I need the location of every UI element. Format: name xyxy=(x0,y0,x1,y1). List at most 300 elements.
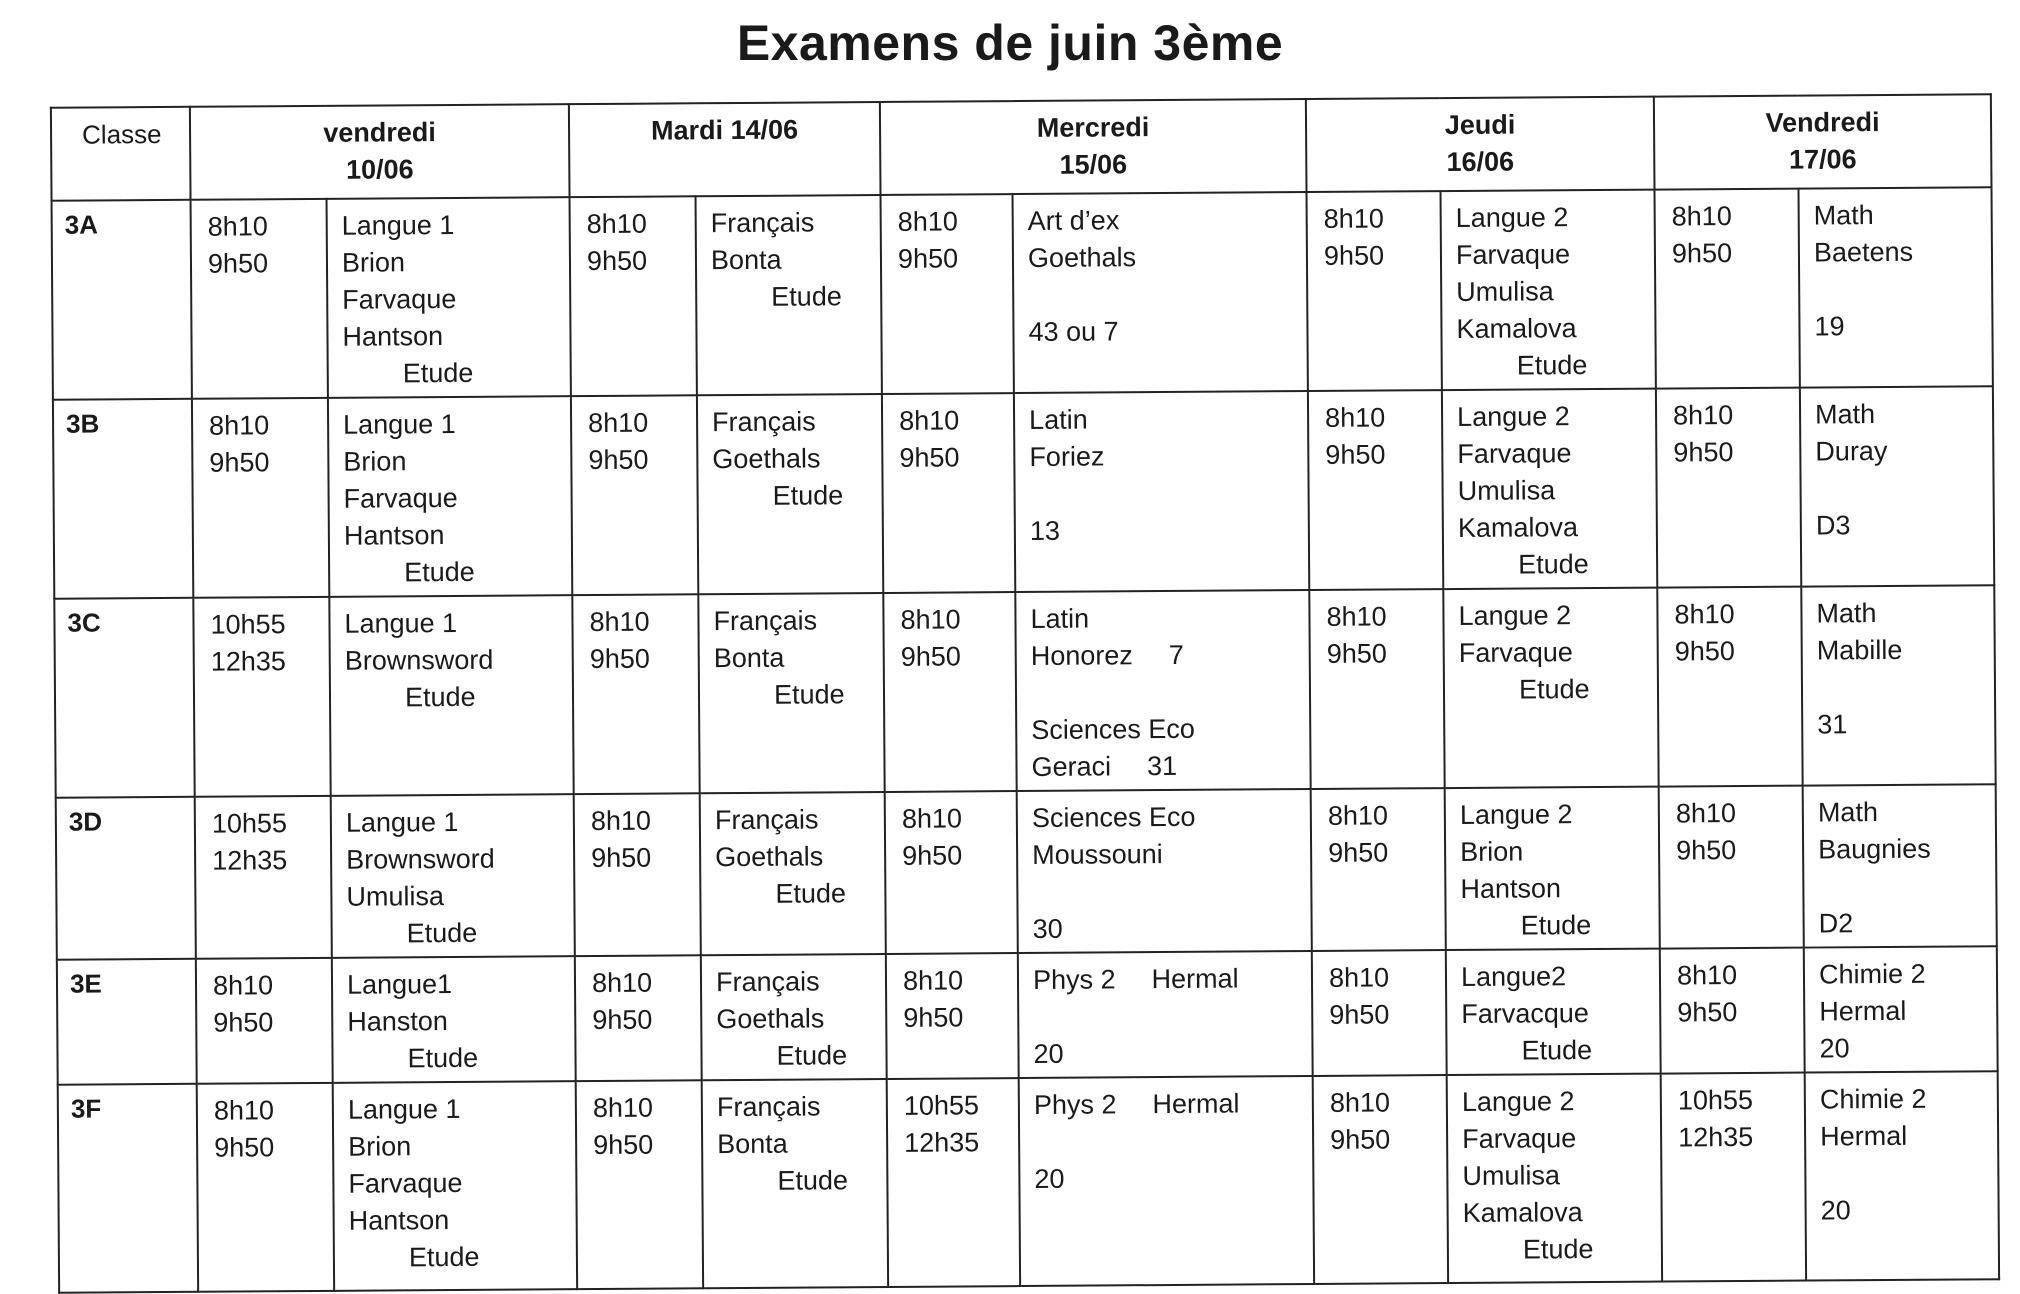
exam-time: 9h50 xyxy=(213,1007,274,1038)
exam-time: 9h50 xyxy=(1323,240,1385,271)
exam-subject-line xyxy=(1028,312,1306,351)
exam-time: 8h10 xyxy=(590,805,652,837)
exam-subject-text: Farvaque xyxy=(343,482,458,514)
exam-time: 9h50 xyxy=(1671,238,1733,269)
exam-time-cell xyxy=(1660,948,1805,1074)
class-label: 3C xyxy=(54,598,194,798)
exam-time-cell xyxy=(1308,390,1443,590)
etude-label: Etude xyxy=(1520,910,1592,941)
exam-subject-text: Duray xyxy=(1815,435,1888,467)
exam-schedule-table xyxy=(50,93,2000,1294)
exam-subject-text: Hermal xyxy=(1820,1120,1908,1152)
header-day xyxy=(880,99,1307,195)
exam-subject-line xyxy=(1461,958,1659,996)
exam-subject-line xyxy=(1033,960,1311,999)
exam-subject-text: Langue 1 xyxy=(347,1093,461,1125)
exam-subject-line xyxy=(346,803,573,842)
exam-time: 8h10 xyxy=(588,407,649,439)
exam-subject-line xyxy=(1033,1034,1311,1073)
exam-time-cell xyxy=(1657,587,1802,787)
exam-time-cell xyxy=(570,196,697,396)
day-name: vendredi xyxy=(323,117,436,148)
exam-subject-text: Langue 2 xyxy=(1455,202,1569,233)
exam-subject-text: Baugnies xyxy=(1818,833,1931,865)
class-label: 3D xyxy=(56,797,196,960)
exam-time: 8h10 xyxy=(586,208,647,240)
day-name: Mercredi xyxy=(1036,112,1150,143)
exam-subject-cell xyxy=(1801,585,1995,785)
exam-subject-text: Langue 2 xyxy=(1459,799,1573,830)
exam-time: 9h50 xyxy=(589,643,650,675)
exam-subject-text: Math xyxy=(1814,399,1876,430)
exam-subject-line xyxy=(342,206,569,245)
exam-subject-text: Français xyxy=(713,605,818,637)
exam-time: 8h10 xyxy=(1326,601,1387,632)
etude-label: Etude xyxy=(1518,549,1589,580)
exam-subject-text: Latin xyxy=(1030,603,1090,634)
exam-subject-text: Foriez xyxy=(1029,441,1105,472)
exam-time: 9h50 xyxy=(593,1129,654,1161)
exam-subject-line xyxy=(1814,233,1991,271)
exam-subject-line xyxy=(1820,1117,1997,1155)
exam-time: 10h55 xyxy=(210,609,286,640)
exam-subject-line xyxy=(1030,599,1308,638)
exam-subject-text: Brownsword xyxy=(346,843,495,875)
exam-subject-cell xyxy=(329,595,573,796)
exam-subject-text: Langue 2 xyxy=(1458,600,1572,631)
exam-subject-line xyxy=(1456,199,1654,237)
table-row xyxy=(53,386,1994,599)
exam-time-cell xyxy=(574,793,701,956)
exam-time-cell xyxy=(196,958,333,1084)
exam-time-cell xyxy=(191,199,328,399)
exam-time-cell xyxy=(1312,950,1447,1076)
exam-subject-line xyxy=(1820,1154,1997,1192)
exam-subject-line xyxy=(1032,798,1310,837)
exam-subject-line xyxy=(1462,1157,1660,1195)
exam-time-cell xyxy=(1311,788,1446,951)
exam-time: 9h50 xyxy=(588,444,649,476)
exam-subject-text: Farvaque xyxy=(342,283,457,315)
etude-label: Etude xyxy=(402,357,474,389)
exam-subject-cell xyxy=(1800,386,1994,586)
etude-label: Etude xyxy=(1521,1035,1593,1066)
exam-subject-text: Mabille xyxy=(1816,634,1903,666)
exam-subject-line xyxy=(1028,275,1306,314)
exam-time: 8h10 xyxy=(1323,203,1384,234)
exam-time: 8h10 xyxy=(897,206,958,237)
exam-subject-text: Brion xyxy=(343,446,407,477)
exam-time: 9h50 xyxy=(903,1002,964,1033)
exam-time-cell xyxy=(882,393,1015,593)
day-date: 17/06 xyxy=(1788,144,1857,175)
exam-time-cell xyxy=(881,194,1014,394)
exam-time: 9h50 xyxy=(591,842,652,874)
exam-subject-line xyxy=(1460,870,1658,908)
exam-subject-cell xyxy=(328,396,572,597)
exam-subject-text: 43 ou 7 xyxy=(1028,316,1119,347)
exam-subject-line xyxy=(1821,1191,1998,1229)
exam-subject-text: Farvaque xyxy=(1457,438,1572,469)
exam-subject-line xyxy=(1034,1159,1312,1198)
exam-subject-line xyxy=(348,1090,575,1129)
exam-subject-line xyxy=(1460,796,1658,834)
exam-time: 8h10 xyxy=(900,604,961,635)
exam-subject-text: Brion xyxy=(341,247,406,278)
exam-subject-cell xyxy=(332,956,576,1083)
exam-subject-text: Farvaque xyxy=(1455,239,1571,270)
exam-subject-text: Goethals xyxy=(715,841,824,873)
exam-time-cell xyxy=(1655,189,1800,389)
exam-subject-line xyxy=(1814,196,1991,234)
exam-subject-line xyxy=(1817,705,1994,743)
exam-subject-cell xyxy=(1441,190,1656,390)
table-row xyxy=(52,187,1993,400)
exam-subject-line xyxy=(712,440,881,478)
exam-subject-text: Langue 1 xyxy=(345,806,459,838)
exam-time: 8h10 xyxy=(589,606,650,638)
exam-time-cell xyxy=(197,1083,334,1292)
exam-time: 9h50 xyxy=(1673,437,1734,468)
etude-label: Etude xyxy=(404,681,476,713)
exam-subject-line xyxy=(349,1201,576,1240)
exam-subject-line xyxy=(1028,201,1306,240)
exam-subject-text: D2 xyxy=(1818,908,1854,939)
exam-subject-text: Brion xyxy=(1460,836,1524,867)
exam-subject-text: Français xyxy=(712,406,816,438)
exam-room-note: 31 xyxy=(1146,750,1178,782)
exam-subject-line xyxy=(1815,432,1992,470)
exam-subject-text: D3 xyxy=(1815,510,1851,541)
exam-subject-line xyxy=(343,479,570,518)
exam-time-cell xyxy=(1307,191,1442,391)
exam-subject-line xyxy=(1031,710,1309,749)
day-name: Jeudi xyxy=(1444,109,1516,141)
exam-subject-line xyxy=(1460,833,1658,871)
exam-subject-cell xyxy=(333,1081,577,1291)
exam-subject-text: 20 xyxy=(1820,1195,1851,1226)
exam-subject-cell xyxy=(327,197,571,398)
exam-subject-line xyxy=(1032,835,1310,874)
exam-subject-line xyxy=(712,403,881,441)
exam-subject-cell xyxy=(1017,789,1312,953)
exam-subject-line xyxy=(1032,872,1310,911)
exam-subject-text: Math xyxy=(1816,598,1877,629)
exam-time-cell xyxy=(575,955,702,1081)
exam-time: 8h10 xyxy=(212,970,274,1001)
exam-time: 10h55 xyxy=(1677,1084,1754,1116)
exam-subject-text: Umulisa xyxy=(346,881,445,912)
exam-subject-text: Goethals xyxy=(712,443,821,475)
exam-time-cell xyxy=(1313,1075,1448,1284)
exam-subject-line xyxy=(346,877,573,916)
class-label: 3A xyxy=(52,200,192,400)
exam-subject-line xyxy=(1458,509,1656,547)
exam-time: 10h55 xyxy=(211,808,288,839)
exam-subject-line xyxy=(1819,1029,1996,1067)
exam-subject-line xyxy=(714,639,883,677)
exam-subject-line xyxy=(715,801,884,839)
exam-time: 9h50 xyxy=(1328,837,1389,868)
page-title: Examens de juin 3ème xyxy=(736,15,1284,71)
exam-subject-line xyxy=(1033,997,1311,1036)
exam-time: 8h10 xyxy=(902,965,964,996)
exam-subject-text: Moussouni xyxy=(1032,839,1163,870)
exam-subject-text: Français xyxy=(710,207,815,239)
exam-time: 8h10 xyxy=(209,410,270,441)
exam-time: 9h50 xyxy=(1676,835,1737,866)
exam-subject-text: Hermal xyxy=(1819,995,1907,1027)
exam-time-cell xyxy=(571,395,698,595)
exam-subject-cell xyxy=(1799,187,1993,387)
etude-label: Etude xyxy=(771,281,842,312)
exam-subject-text: Art d’ex xyxy=(1027,205,1120,236)
exam-time: 9h50 xyxy=(214,1132,275,1163)
exam-subject-text: Math xyxy=(1813,200,1874,231)
exam-subject-text: Umulisa xyxy=(1457,475,1556,506)
exam-time: 8h10 xyxy=(1671,201,1732,232)
exam-time-cell xyxy=(887,1078,1020,1287)
etude-label: Etude xyxy=(772,480,844,511)
exam-subject-text: Hanston xyxy=(347,1006,448,1037)
exam-subject-text: 31 xyxy=(1817,709,1848,740)
exam-time: 8h10 xyxy=(213,1095,275,1126)
exam-time: 8h10 xyxy=(1328,962,1390,993)
exam-subject-line xyxy=(1034,1085,1312,1124)
exam-subject-line xyxy=(717,1088,886,1126)
exam-time: 8h10 xyxy=(1325,402,1386,433)
exam-subject-line xyxy=(715,838,884,876)
exam-time-cell xyxy=(195,796,332,959)
exam-time: 9h50 xyxy=(207,248,269,279)
exam-subject-text: Sciences Eco xyxy=(1031,801,1196,833)
exam-subject-line xyxy=(1819,955,1996,993)
etude-label: Etude xyxy=(776,1040,848,1071)
exam-time: 12h35 xyxy=(212,845,288,876)
exam-subject-line xyxy=(716,963,885,1001)
exam-subject-line xyxy=(1461,995,1659,1033)
exam-time: 9h50 xyxy=(1674,636,1735,667)
exam-subject-line xyxy=(1457,398,1655,436)
exam-subject-line xyxy=(1456,273,1654,311)
exam-subject-text: Chimie 2 xyxy=(1819,1083,1927,1115)
exam-room-note: Hermal xyxy=(1151,963,1239,995)
exam-subject-cell xyxy=(1803,784,1997,947)
exam-subject-line xyxy=(713,602,882,640)
exam-subject-line xyxy=(344,516,571,555)
exam-time: 9h50 xyxy=(1677,997,1738,1028)
exam-subject-line xyxy=(348,1164,575,1203)
exam-subject-text: Farvaque xyxy=(1462,1123,1577,1154)
exam-time-cell xyxy=(885,791,1018,954)
exam-subject-line xyxy=(1456,236,1654,274)
exam-subject-line xyxy=(1817,668,1994,706)
exam-subject-line xyxy=(1462,1120,1660,1158)
exam-subject-cell xyxy=(1013,192,1308,393)
exam-subject-text: Phys 2 xyxy=(1033,1089,1117,1120)
class-label: 3E xyxy=(57,959,197,1085)
exam-subject-text: Goethals xyxy=(716,1003,825,1035)
exam-subject-line xyxy=(1031,673,1309,712)
exam-time: 9h50 xyxy=(1325,439,1386,470)
exam-room-note: Hermal xyxy=(1152,1088,1240,1120)
exam-subject-line xyxy=(1815,469,1992,507)
exam-subject-cell xyxy=(696,195,882,395)
exam-subject-line xyxy=(1818,830,1995,868)
header-day xyxy=(190,104,570,200)
exam-subject-text: Hantson xyxy=(348,1205,450,1236)
day-date: 15/06 xyxy=(1059,149,1128,180)
exam-time-cell xyxy=(192,398,329,598)
exam-subject-text: Math xyxy=(1817,797,1879,828)
exam-time: 8h10 xyxy=(207,211,268,242)
exam-subject-line xyxy=(347,965,574,1004)
exam-time: 9h50 xyxy=(899,442,960,473)
class-label: 3F xyxy=(58,1084,198,1293)
exam-subject-text: Umulisa xyxy=(1456,276,1554,307)
exam-subject-cell xyxy=(702,1079,888,1288)
header-classe: Classe xyxy=(51,107,191,201)
exam-time: 9h50 xyxy=(902,840,963,871)
exam-subject-line xyxy=(1458,597,1656,635)
exam-time: 9h50 xyxy=(209,447,270,478)
exam-subject-line xyxy=(1818,867,1995,905)
exam-subject-text: Langue1 xyxy=(346,969,453,1000)
etude-label: Etude xyxy=(1516,350,1588,381)
exam-time: 8h10 xyxy=(1329,1087,1391,1118)
table-row xyxy=(56,784,1997,960)
exam-subject-text: Langue 2 xyxy=(1461,1086,1575,1117)
exam-time: 8h10 xyxy=(1673,400,1734,431)
exam-subject-text: 19 xyxy=(1814,311,1845,342)
exam-time: 8h10 xyxy=(1675,798,1737,829)
exam-subject-text: Hantson xyxy=(1460,873,1562,904)
etude-label: Etude xyxy=(777,1165,849,1196)
exam-subject-cell xyxy=(1015,590,1310,791)
day-name: Vendredi xyxy=(1765,107,1880,138)
exam-subject-line xyxy=(347,1002,574,1041)
exam-subject-text: Hantson xyxy=(342,321,444,352)
exam-subject-text: Bonta xyxy=(710,244,782,276)
exam-subject-text: Farvaque xyxy=(1458,637,1573,668)
header-day xyxy=(1306,97,1655,192)
exam-subject-text: Umulisa xyxy=(1462,1160,1561,1191)
exam-subject-line xyxy=(1819,904,1996,942)
day-date: 10/06 xyxy=(345,154,414,185)
exam-subject-text: Kamalova xyxy=(1456,313,1577,344)
exam-subject-line xyxy=(1817,631,1994,669)
exam-subject-cell xyxy=(697,394,883,594)
exam-subject-text: 20 xyxy=(1033,1038,1064,1069)
exam-time-cell xyxy=(1661,1073,1806,1282)
exam-subject-cell xyxy=(1446,949,1661,1075)
etude-label: Etude xyxy=(406,917,478,949)
exam-subject-line xyxy=(1814,307,1991,345)
exam-subject-line xyxy=(1819,992,1996,1030)
exam-time-cell xyxy=(1309,589,1444,789)
exam-subject-line xyxy=(711,204,880,242)
exam-subject-line xyxy=(348,1127,575,1166)
etude-label: Etude xyxy=(773,679,845,710)
exam-subject-cell xyxy=(1442,389,1657,589)
exam-time: 9h50 xyxy=(1326,638,1387,669)
exam-subject-text: Langue 1 xyxy=(343,408,456,440)
exam-subject-line xyxy=(1030,511,1308,550)
exam-subject-text: Langue 2 xyxy=(1457,401,1570,432)
exam-subject-line xyxy=(1814,270,1991,308)
exam-subject-line xyxy=(1818,793,1995,831)
exam-subject-line xyxy=(343,405,570,444)
exam-subject-line xyxy=(343,442,570,481)
exam-time: 8h10 xyxy=(1676,960,1738,991)
exam-subject-text: Brownsword xyxy=(344,644,494,676)
exam-time-cell xyxy=(1656,388,1801,588)
exam-time-cell xyxy=(193,597,330,797)
exam-subject-line xyxy=(1028,238,1306,277)
exam-time: 12h35 xyxy=(1678,1121,1754,1153)
exam-subject-text: Kamalova xyxy=(1457,512,1579,543)
exam-room-note: 7 xyxy=(1168,639,1184,670)
exam-subject-line xyxy=(1031,636,1309,675)
exam-subject-text: 20 xyxy=(1034,1163,1065,1194)
exam-time: 12h35 xyxy=(210,646,286,677)
exam-subject-text: Brion xyxy=(348,1131,412,1162)
exam-subject-line xyxy=(1456,310,1654,348)
etude-label: Etude xyxy=(404,556,475,588)
exam-time: 8h10 xyxy=(1674,599,1735,630)
table-row xyxy=(58,1071,1999,1293)
exam-time: 9h50 xyxy=(592,1004,653,1036)
exam-time: 8h10 xyxy=(592,1092,654,1124)
exam-subject-text: Farvaque xyxy=(348,1167,463,1199)
table-row xyxy=(54,585,1995,798)
etude-label: Etude xyxy=(408,1241,480,1273)
exam-time: 8h10 xyxy=(899,405,960,436)
exam-time: 9h50 xyxy=(897,243,959,274)
exam-time: 9h50 xyxy=(900,641,961,672)
exam-subject-cell xyxy=(331,794,575,958)
exam-subject-text: Kamalova xyxy=(1462,1197,1583,1228)
exam-subject-text: Honorez xyxy=(1030,640,1133,671)
exam-subject-text: Hantson xyxy=(343,520,445,551)
exam-subject-line xyxy=(1816,506,1993,544)
exam-subject-line xyxy=(1029,400,1307,439)
exam-subject-cell xyxy=(1447,1074,1662,1283)
etude-label: Etude xyxy=(1518,674,1590,705)
day-name: Mardi 14/06 xyxy=(650,114,799,146)
exam-subject-text: Langue2 xyxy=(1460,961,1567,992)
exam-time: 9h50 xyxy=(586,245,648,277)
exam-subject-line xyxy=(1820,1080,1997,1118)
exam-subject-line xyxy=(716,1000,885,1038)
exam-subject-text: Français xyxy=(715,966,820,998)
exam-subject-line xyxy=(346,840,573,879)
header-row xyxy=(51,94,1992,201)
exam-subject-text: Langue 1 xyxy=(344,607,458,639)
exam-subject-line xyxy=(342,243,569,282)
exam-subject-cell xyxy=(1018,951,1313,1078)
exam-subject-text: Langue 1 xyxy=(341,209,455,241)
header-day xyxy=(1654,94,1992,189)
exam-time: 8h10 xyxy=(591,967,653,999)
exam-time-cell xyxy=(572,594,699,794)
exam-subject-line xyxy=(1462,1083,1660,1121)
exam-subject-text: Goethals xyxy=(1027,242,1137,273)
exam-subject-cell xyxy=(701,954,887,1080)
exam-subject-line xyxy=(1029,437,1307,476)
exam-subject-text: Français xyxy=(714,804,819,836)
exam-time-cell xyxy=(883,592,1016,792)
